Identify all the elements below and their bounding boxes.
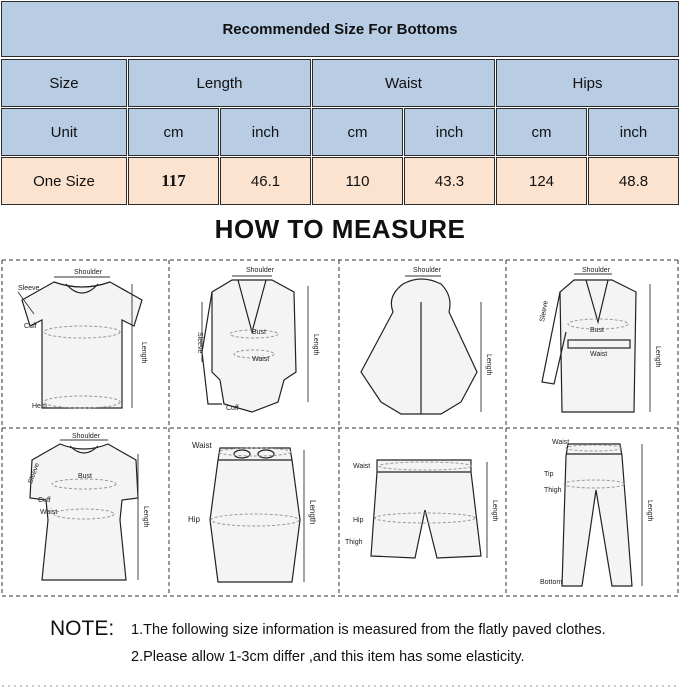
trousers-icon bbox=[508, 430, 676, 594]
blazer-diagram bbox=[172, 262, 337, 426]
label-sleeve: Sleeve bbox=[539, 300, 550, 323]
table-title: Recommended Size For Bottoms bbox=[1, 1, 679, 57]
header-hips: Hips bbox=[496, 59, 679, 107]
header-length: Length bbox=[128, 59, 311, 107]
dress-icon bbox=[4, 430, 167, 594]
unit-hips-cm: cm bbox=[496, 108, 587, 156]
cape-diagram bbox=[341, 262, 504, 426]
unit-waist-inch: inch bbox=[404, 108, 495, 156]
blazer-icon bbox=[172, 262, 337, 426]
label-shoulder: Shoulder bbox=[246, 267, 275, 274]
skirt-icon bbox=[172, 430, 337, 594]
dress-diagram bbox=[4, 430, 167, 594]
label-bust: Bust bbox=[590, 327, 605, 334]
header-size: Size bbox=[1, 59, 127, 107]
label-length: Length bbox=[140, 342, 147, 364]
shorts-icon bbox=[341, 430, 504, 594]
label-waist: Waist bbox=[192, 441, 212, 450]
how-to-measure-title: HOW TO MEASURE bbox=[214, 214, 466, 244]
label-sleeve: Sleeve bbox=[196, 332, 203, 354]
label-shoulder: Shoulder bbox=[72, 433, 101, 440]
label-length: Length bbox=[491, 500, 498, 522]
tshirt-diagram bbox=[4, 262, 167, 426]
label-shoulder: Shoulder bbox=[74, 269, 103, 276]
label-hip: Hip bbox=[188, 515, 201, 524]
label-shoulder: Shoulder bbox=[582, 267, 611, 274]
unit-label: Unit bbox=[1, 108, 127, 156]
row-hips-inch: 48.8 bbox=[588, 157, 679, 205]
label-cuff: Cuff bbox=[226, 405, 239, 412]
label-length: Length bbox=[646, 500, 653, 522]
cape-icon bbox=[341, 262, 504, 426]
label-hem: Hem bbox=[32, 403, 47, 410]
label-hip: Hip bbox=[353, 517, 364, 524]
coat-diagram bbox=[508, 262, 676, 426]
label-tip: Tip bbox=[544, 471, 554, 478]
label-length: Length bbox=[142, 506, 149, 528]
label-sleeve: Sleeve bbox=[18, 285, 40, 292]
label-waist: Waist bbox=[590, 351, 608, 358]
label-shoulder: Shoulder bbox=[413, 267, 442, 274]
label-length: Length bbox=[308, 500, 317, 525]
row-waist-inch: 43.3 bbox=[404, 157, 495, 205]
label-cuff: Cuff bbox=[38, 497, 51, 504]
shorts-diagram bbox=[341, 430, 504, 594]
label-length: Length bbox=[312, 334, 319, 356]
header-waist: Waist bbox=[312, 59, 495, 107]
label-bust: Bust bbox=[78, 473, 93, 480]
row-length-inch: 46.1 bbox=[220, 157, 311, 205]
note-label: NOTE: bbox=[50, 617, 115, 640]
skirt-diagram bbox=[172, 430, 337, 594]
label-waist: Waist bbox=[40, 509, 58, 516]
label-waist: Waist bbox=[353, 463, 371, 470]
label-length: Length bbox=[654, 346, 661, 368]
row-waist-cm: 110 bbox=[312, 157, 403, 205]
unit-hips-inch: inch bbox=[588, 108, 679, 156]
trousers-diagram bbox=[508, 430, 676, 594]
label-waist: Waist bbox=[552, 439, 570, 446]
unit-length-cm: cm bbox=[128, 108, 219, 156]
label-thigh: Thigh bbox=[544, 487, 562, 494]
label-length: Length bbox=[485, 354, 492, 376]
label-bottom: Bottom bbox=[540, 579, 563, 586]
label-thigh: Thigh bbox=[345, 539, 363, 546]
label-waist: Waist bbox=[252, 356, 270, 363]
label-sleeve: Sleeve bbox=[27, 462, 42, 485]
note-line-2: 2.Please allow 1-3cm differ ,and this item has some elasticity. bbox=[131, 649, 525, 665]
unit-waist-cm: cm bbox=[312, 108, 403, 156]
label-cuff: Cuff bbox=[24, 323, 37, 330]
label-bust: Bust bbox=[252, 329, 267, 336]
row-length-cm: 117 bbox=[128, 157, 219, 205]
tshirt-icon bbox=[4, 262, 167, 426]
note-line-1: 1.The following size information is measured from the flatly paved clothes. bbox=[131, 622, 606, 638]
coat-icon bbox=[508, 262, 676, 426]
row-hips-cm: 124 bbox=[496, 157, 587, 205]
unit-length-inch: inch bbox=[220, 108, 311, 156]
row-size: One Size bbox=[1, 157, 127, 205]
